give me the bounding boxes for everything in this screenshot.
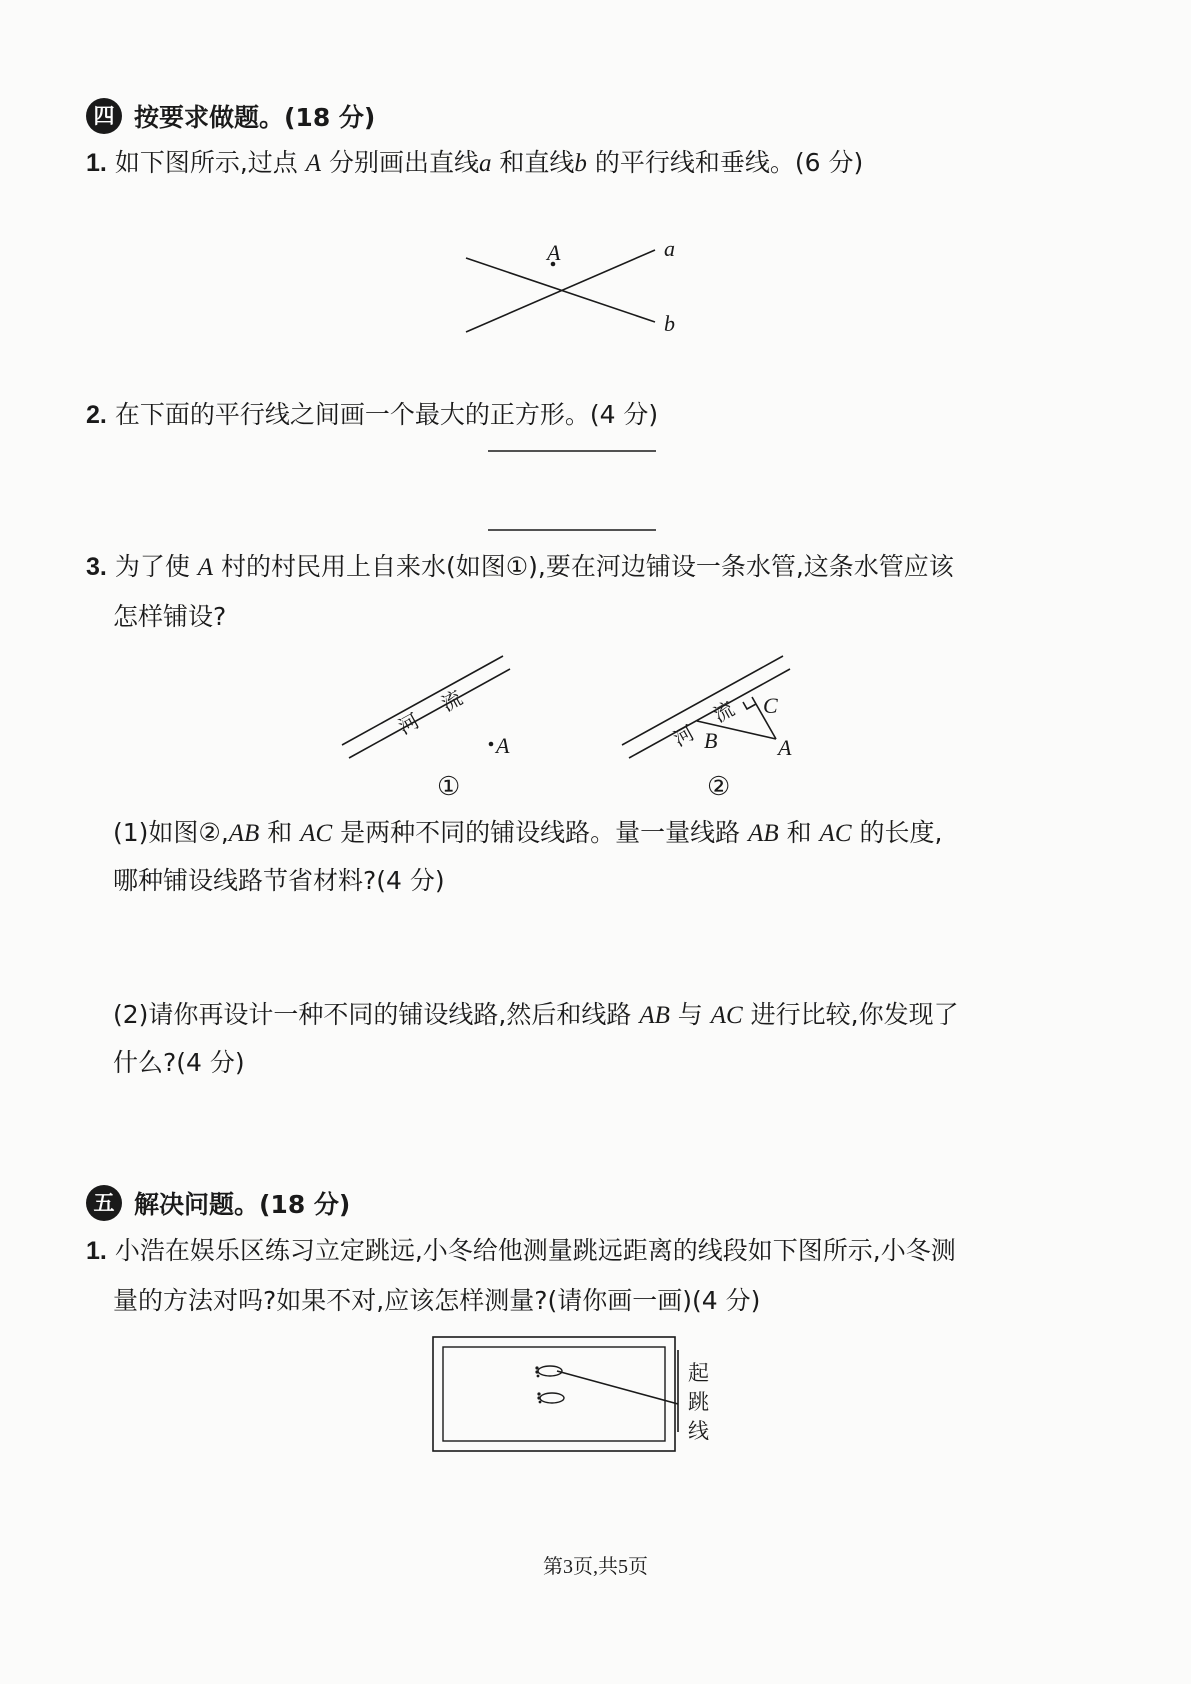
question-4-3-line2: 怎样铺设? [113,602,227,631]
question-text: 和 [778,818,820,847]
question-text: 村的村民用上自来水(如图①),要在河边铺设一条水管,这条水管应该 [213,552,954,581]
section-5-title: 解决问题。(18 分) [134,1190,351,1219]
section-5-badge: 五 [86,1185,122,1221]
question-number: 1. [86,149,107,177]
section-5-heading [86,1185,350,1221]
section-4-badge: 四 [86,98,122,134]
point-c-label: C [763,693,778,718]
river-label-2b: 流 [709,696,739,728]
question-text: 与 [669,1000,711,1029]
village-point-a [489,742,494,747]
math-var: AC [300,820,333,847]
river-bank-lower [349,669,510,758]
question-text: 是两种不同的铺设线路。量一量线路 [332,818,749,847]
line-b-label: b [664,311,675,336]
question-4-3-sub1 [113,808,942,859]
math-var: AC [819,820,852,847]
page-footer: 第3页,共5页 [543,1556,648,1578]
question-5-1 [86,1226,956,1276]
sandpit-inner-frame [443,1347,665,1441]
question-text: 分别画出直线 [321,148,479,177]
question-5-1-line2: 量的方法对吗?如果不对,应该怎样测量?(请你画一画)(4 分) [113,1286,761,1315]
question-text: 的长度, [851,818,943,847]
river-label-2a: 河 [669,720,699,752]
right-angle-mark [743,702,756,709]
label-char: 线 [688,1419,709,1443]
section-4-title: 按要求做题。(18 分) [134,103,376,132]
line-b [466,258,655,322]
math-var: a [478,150,492,177]
figure-1-caption: ① [437,772,461,801]
question-text: (2)请你再设计一种不同的铺设线路,然后和线路 [113,1000,640,1029]
point-b-label: B [704,728,718,753]
question-text: 小浩在娱乐区练习立定跳远,小冬给他测量跳远距离的线段如下图所示,小冬测 [114,1236,956,1265]
measurement-segment [557,1371,678,1404]
river-bank-upper [342,656,503,745]
long-jump-figure [425,1330,725,1460]
question-4-2 [86,390,658,440]
math-var: AB [639,1002,670,1029]
line-a [466,250,655,332]
question-text: 如下图所示,过点 [114,148,306,177]
village-label-fig1: A [496,733,510,758]
section-4-heading [86,98,375,134]
question-text: 在下面的平行线之间画一个最大的正方形。(4 分) [114,400,659,429]
question-4-3-sub2-line2: 什么?(4 分) [113,1048,245,1077]
river-bank-upper [622,656,783,745]
question-4-3-sub1-line2: 哪种铺设线路节省材料?(4 分) [113,866,445,895]
label-char: 跳 [688,1390,709,1414]
question-text: 为了使 [114,552,198,581]
math-var: AB [228,820,260,847]
question-text: 和 [259,818,301,847]
question-4-3-sub2 [113,990,959,1041]
math-var: A [305,150,321,177]
math-var: AC [710,1002,743,1029]
question-text: 和直线 [491,148,575,177]
question-text: (1)如图②, [113,818,229,847]
question-number: 2. [86,401,107,429]
label-char: 起 [688,1361,709,1385]
math-var: A [197,554,214,581]
footprint-lower-icon [537,1392,564,1403]
line-a-label: a [664,236,675,261]
question-text: 进行比较,你发现了 [742,1000,959,1029]
math-var: AB [748,820,779,847]
question-4-3 [86,542,954,593]
question-number: 1. [86,1237,107,1265]
parallel-lines-figure [480,440,670,540]
question-text: 的平行线和垂线。(6 分) [586,148,864,177]
question-4-1 [86,138,863,189]
math-var: b [574,150,587,177]
point-a-label: A [547,240,561,265]
point-a-label-fig2: A [778,735,792,760]
figure-2-caption: ② [707,772,731,801]
question-number: 3. [86,553,107,581]
river-label-1b: 流 [437,685,467,717]
river-label-1a: 河 [394,708,424,740]
takeoff-line-label [688,1359,712,1446]
